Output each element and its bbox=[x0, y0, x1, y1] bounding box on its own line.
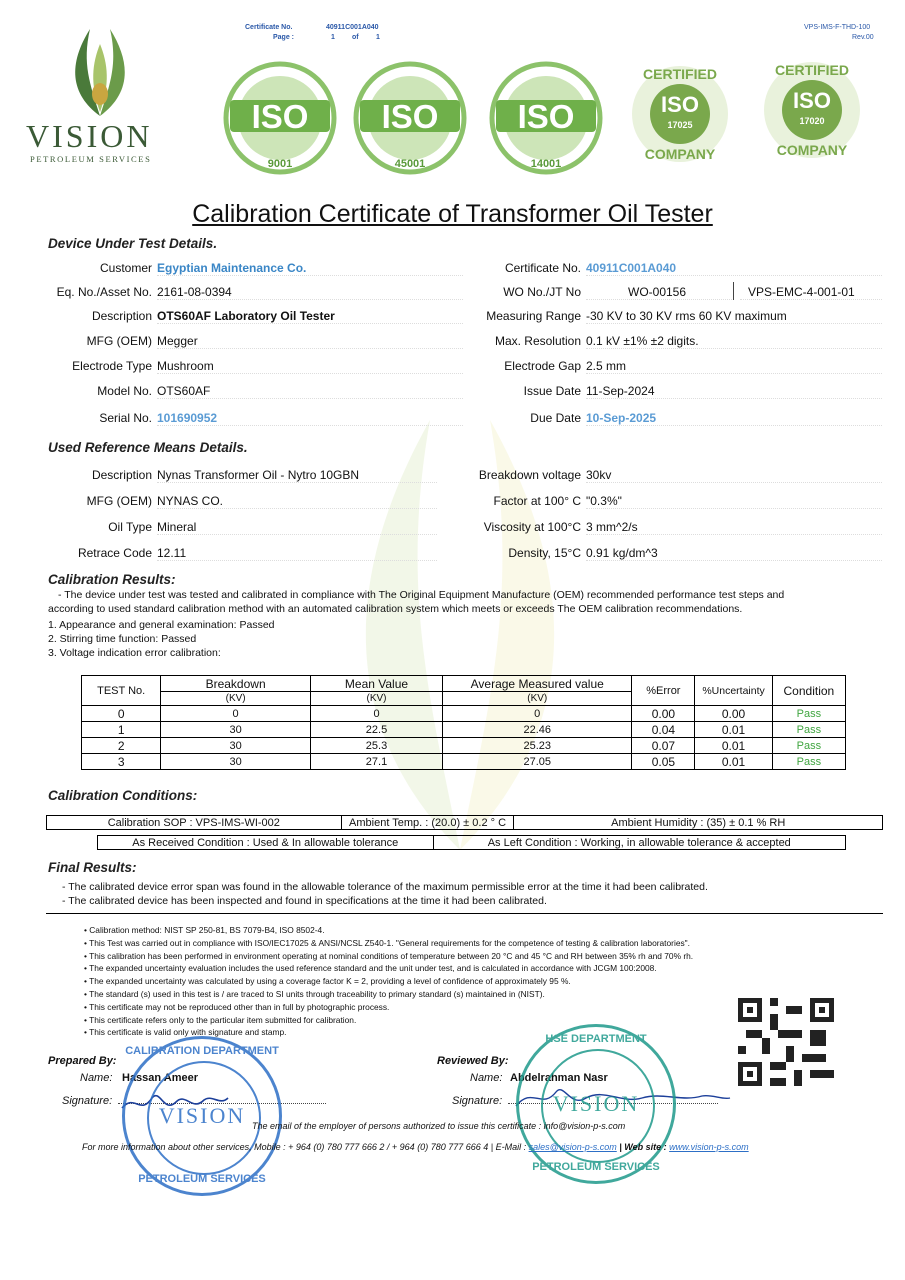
logo-name: VISION bbox=[26, 118, 153, 154]
wo-divider bbox=[733, 282, 734, 300]
page-title bbox=[0, 200, 905, 229]
cell-error: 0.04 bbox=[632, 722, 695, 738]
electrode-type-value: Mushroom bbox=[157, 359, 463, 374]
model-no-label: Model No. bbox=[97, 384, 152, 398]
conditions-section-heading: Calibration Conditions: bbox=[48, 788, 198, 803]
cell-error: 0.00 bbox=[632, 706, 695, 722]
cell-average: 27.05 bbox=[443, 754, 632, 770]
sop-cell: Calibration SOP : VPS-IMS-WI-002 bbox=[47, 816, 342, 830]
jt-no-value: VPS-EMC-4-001-01 bbox=[740, 285, 882, 300]
prepared-name-label: Name: bbox=[80, 1072, 113, 1084]
final-section-heading: Final Results: bbox=[48, 860, 137, 875]
left-condition-cell: As Left Condition : Working, in allowable tolerance & accepted bbox=[433, 836, 845, 850]
measuring-range-label: Measuring Range bbox=[486, 309, 581, 323]
customer-label: Customer bbox=[99, 261, 152, 275]
cell-uncertainty: 0.01 bbox=[695, 738, 772, 754]
th-breakdown: Breakdown bbox=[161, 676, 311, 692]
footer-web-label: | Web site : bbox=[616, 1142, 670, 1152]
iso-text: ISO bbox=[251, 98, 309, 135]
note-item: • The expanded uncertainty was calculated by using a coverage factor K = 2, providing a level of confidence of approximately 95 %. bbox=[84, 976, 571, 987]
retrace-code-label: Retrace Code bbox=[77, 546, 152, 560]
th-average: Average Measured value bbox=[443, 676, 632, 692]
results-paragraph-2: according to used standard calibration method with an automated calibration system which meets or exceeds The OEM calibration recommendations. bbox=[48, 603, 743, 615]
notes-list bbox=[84, 924, 844, 1039]
max-resolution-label: Max. Resolution bbox=[494, 334, 581, 348]
results-paragraph-1: - The device under test was tested and calibrated in compliance with The Original Equipment Manufacture (OEM) recommended performance test steps and bbox=[58, 589, 785, 601]
hse-stamp bbox=[516, 1024, 676, 1184]
note-item: • This Test was carried out in compliance with ISO/IEC17025 & ANSI/NCSL Z540-1. "General requirements for the competence of testing & calibration laboratories". bbox=[84, 937, 690, 948]
prepared-by-label: Prepared By: bbox=[48, 1055, 117, 1067]
viscosity-value: 3 mm^2/s bbox=[586, 520, 882, 535]
description-value: OTS60AF Laboratory Oil Tester bbox=[157, 309, 463, 324]
cell-mean: 0 bbox=[310, 706, 442, 722]
iso-14001-badge bbox=[488, 60, 604, 176]
note-item: • The expanded uncertainty evaluation includes the used reference standard and the unit under test, and is calculated in accordance with JCGM 100:2008. bbox=[84, 963, 657, 974]
cell-test: 2 bbox=[82, 738, 161, 754]
ref-description-value: Nynas Transformer Oil - Nytro 10GBN bbox=[157, 468, 437, 483]
description-label: Description bbox=[91, 309, 152, 323]
device-section-heading: Device Under Test Details. bbox=[48, 236, 218, 251]
reviewed-signature-label: Signature: bbox=[452, 1095, 503, 1107]
cell-uncertainty: 0.01 bbox=[695, 722, 772, 738]
cell-test: 1 bbox=[82, 722, 161, 738]
calibration-stamp bbox=[122, 1036, 282, 1196]
asset-no-value: 2161-08-0394 bbox=[157, 285, 463, 300]
footer-info bbox=[82, 1142, 749, 1152]
cell-uncertainty: 0.01 bbox=[695, 754, 772, 770]
serial-no-label: Serial No. bbox=[99, 411, 152, 425]
cell-breakdown: 30 bbox=[161, 738, 311, 754]
footer-web-link[interactable]: www.vision-p-s.com bbox=[669, 1142, 749, 1152]
cell-test: 3 bbox=[82, 754, 161, 770]
cell-average: 22.46 bbox=[443, 722, 632, 738]
electrode-gap-label: Electrode Gap bbox=[504, 359, 581, 373]
ref-mfg-value: NYNAS CO. bbox=[157, 494, 437, 509]
stamp-middle-text: VISION bbox=[158, 1103, 246, 1128]
certified-top: CERTIFIED bbox=[775, 62, 849, 78]
conditions-table bbox=[46, 815, 883, 830]
stamp-bottom-text: PETROLEUM SERVICES bbox=[138, 1173, 266, 1185]
iso-number: 9001 bbox=[267, 158, 293, 170]
stamp-top-text: HSE DEPARTMENT bbox=[545, 1033, 647, 1045]
certified-bottom: COMPANY bbox=[644, 146, 716, 162]
factor-label: Factor at 100° C bbox=[493, 494, 581, 508]
viscosity-label: Viscosity at 100°C bbox=[483, 520, 581, 534]
cell-condition: Pass bbox=[772, 754, 845, 770]
cell-mean: 25.3 bbox=[310, 738, 442, 754]
form-code: VPS-IMS-F-THD-100 bbox=[804, 24, 871, 31]
results-section-heading: Calibration Results: bbox=[48, 572, 176, 587]
cert-no-header: 40911C001A040 bbox=[326, 24, 379, 31]
breakdown-voltage-value: 30kv bbox=[586, 468, 882, 483]
breakdown-voltage-label: Breakdown voltage bbox=[478, 468, 581, 482]
issue-date-value: 11-Sep-2024 bbox=[586, 384, 882, 399]
iso-45001-badge bbox=[352, 60, 468, 176]
conditions-status-table bbox=[97, 835, 846, 850]
electrode-gap-value: 2.5 mm bbox=[586, 359, 882, 374]
qr-code-icon bbox=[738, 998, 834, 1086]
final-line-2: - The calibrated device has been inspected and found in specifications at the time it had been calibrated. bbox=[62, 895, 547, 907]
cell-average: 0 bbox=[443, 706, 632, 722]
measuring-range-value: -30 KV to 30 KV rms 60 KV maximum bbox=[586, 309, 882, 324]
wo-no-value: WO-00156 bbox=[586, 285, 734, 300]
cell-mean: 22.5 bbox=[310, 722, 442, 738]
note-item: • The standard (s) used in this test is / are traced to SI units through traceability to primary standard (s) maintained in (NIST). bbox=[84, 988, 545, 999]
reference-section-heading: Used Reference Means Details. bbox=[48, 440, 248, 455]
cell-breakdown: 30 bbox=[161, 754, 311, 770]
reviewed-name-label: Name: bbox=[470, 1072, 503, 1084]
footer-info-text: For more information about other services, Mobile : + 964 (0) 780 777 666 2 / + 964 (0) 780 777 666 4 | E-Mail : bbox=[82, 1142, 529, 1152]
certified-17020-badge bbox=[762, 58, 862, 163]
note-item: • Calibration method: NIST SP 250-81, BS 7079-B4, ISO 8502-4. bbox=[84, 925, 325, 935]
table-row bbox=[82, 706, 846, 722]
wo-no-label: WO No./JT No bbox=[503, 285, 581, 299]
certificate-no-label: Certificate No. bbox=[504, 261, 581, 275]
iso-text: ISO bbox=[517, 98, 575, 135]
results-table bbox=[81, 675, 846, 770]
certified-iso: ISO bbox=[793, 88, 831, 113]
certified-top: CERTIFIED bbox=[643, 66, 717, 82]
footer-email-note: The email of the employer of persons authorized to issue this certificate : info@vision-p-s.com bbox=[252, 1121, 626, 1131]
certified-num: 17025 bbox=[667, 120, 693, 130]
page-title-text: Calibration Certificate of Transformer Oil Tester bbox=[192, 200, 713, 228]
ref-mfg-label: MFG (OEM) bbox=[86, 494, 152, 508]
cert-no-label: Certificate No. bbox=[245, 24, 293, 31]
cell-uncertainty: 0.00 bbox=[695, 706, 772, 722]
page-of: of bbox=[352, 34, 359, 41]
note-item: • This calibration has been performed in environment operating at nominal conditions of temperature between 20 °C and 45 °C and RH between 35% rh and 70% rh. bbox=[84, 950, 694, 961]
cell-test: 0 bbox=[82, 706, 161, 722]
prepared-signature-label: Signature: bbox=[62, 1095, 113, 1107]
cell-average: 25.23 bbox=[443, 738, 632, 754]
table-row bbox=[82, 722, 846, 738]
stamp-top-text: CALIBRATION DEPARTMENT bbox=[125, 1045, 279, 1057]
oil-type-label: Oil Type bbox=[108, 520, 152, 534]
th-mean: Mean Value bbox=[310, 676, 442, 692]
certified-iso: ISO bbox=[661, 92, 699, 117]
page-label: Page : bbox=[273, 34, 295, 41]
mfg-value: Megger bbox=[157, 334, 463, 349]
header bbox=[0, 0, 905, 190]
humidity-cell: Ambient Humidity : (35) ± 0.1 % RH bbox=[514, 816, 883, 830]
page-total: 1 bbox=[376, 34, 380, 41]
th-test-no: TEST No. bbox=[82, 676, 161, 706]
note-item: • This certificate is valid only with signature and stamp. bbox=[84, 1027, 287, 1038]
th-condition: Condition bbox=[772, 676, 845, 706]
due-date-value: 10-Sep-2025 bbox=[586, 411, 882, 426]
revision: Rev.00 bbox=[852, 34, 874, 41]
cell-breakdown: 0 bbox=[161, 706, 311, 722]
divider-line bbox=[46, 913, 883, 914]
iso-number: 14001 bbox=[530, 158, 562, 170]
density-value: 0.91 kg/dm^3 bbox=[586, 546, 882, 561]
density-label: Density, 15°C bbox=[508, 546, 581, 560]
table-row bbox=[82, 738, 846, 754]
issue-date-label: Issue Date bbox=[523, 384, 581, 398]
cell-mean: 27.1 bbox=[310, 754, 442, 770]
cell-error: 0.07 bbox=[632, 738, 695, 754]
note-item: • This certificate refers only to the particular item submitted for calibration. bbox=[84, 1014, 357, 1025]
th-uncertainty: %Uncertainty bbox=[695, 676, 772, 706]
stamp-middle-text: VISION bbox=[552, 1091, 640, 1116]
th-breakdown-unit: (KV) bbox=[161, 692, 311, 706]
results-item-1: 1. Appearance and general examination: Passed bbox=[48, 619, 275, 631]
ref-description-label: Description bbox=[91, 468, 152, 482]
results-item-2: 2. Stirring time function: Passed bbox=[48, 633, 197, 645]
certified-bottom: COMPANY bbox=[776, 142, 848, 158]
prepared-name: Hassan Ameer bbox=[122, 1072, 199, 1084]
th-error: %Error bbox=[632, 676, 695, 706]
asset-no-label: Eq. No./Asset No. bbox=[56, 285, 152, 299]
reviewed-by-label: Reviewed By: bbox=[437, 1055, 509, 1067]
cell-condition: Pass bbox=[772, 706, 845, 722]
cell-condition: Pass bbox=[772, 738, 845, 754]
page-num: 1 bbox=[331, 34, 335, 41]
stamp-bottom-text: PETROLEUM SERVICES bbox=[532, 1161, 660, 1173]
certified-17025-badge bbox=[630, 62, 730, 167]
th-mean-unit: (KV) bbox=[310, 692, 442, 706]
table-row bbox=[82, 754, 846, 770]
max-resolution-value: 0.1 kV ±1% ±2 digits. bbox=[586, 334, 882, 349]
serial-no-value: 101690952 bbox=[157, 411, 463, 426]
certificate-no-value: 40911C001A040 bbox=[586, 261, 882, 276]
received-condition-cell: As Received Condition : Used & In allowable tolerance bbox=[98, 836, 434, 850]
footer-email-link[interactable]: sales@vision-p-s.com bbox=[528, 1142, 617, 1152]
vision-logo-leaf-icon bbox=[60, 24, 140, 119]
reviewed-name: Abdelrahman Nasr bbox=[510, 1072, 608, 1084]
retrace-code-value: 12.11 bbox=[157, 546, 437, 561]
oil-type-value: Mineral bbox=[157, 520, 437, 535]
cell-breakdown: 30 bbox=[161, 722, 311, 738]
iso-9001-badge bbox=[222, 60, 338, 176]
model-no-value: OTS60AF bbox=[157, 384, 463, 399]
note-item: • This certificate may not be reproduced other than in full by photographic process. bbox=[84, 1001, 390, 1012]
certified-num: 17020 bbox=[799, 116, 825, 126]
logo-subtitle: PETROLEUM SERVICES bbox=[30, 154, 152, 164]
th-average-unit: (KV) bbox=[443, 692, 632, 706]
customer-value: Egyptian Maintenance Co. bbox=[157, 261, 463, 276]
factor-value: "0.3%" bbox=[586, 494, 882, 509]
mfg-label: MFG (OEM) bbox=[86, 334, 152, 348]
due-date-label: Due Date bbox=[530, 411, 581, 425]
electrode-type-label: Electrode Type bbox=[72, 359, 152, 373]
iso-text: ISO bbox=[381, 98, 439, 135]
results-item-3: 3. Voltage indication error calibration: bbox=[48, 647, 221, 659]
temp-cell: Ambient Temp. : (20.0) ± 0.2 ° C bbox=[341, 816, 514, 830]
final-line-1: - The calibrated device error span was found in the allowable tolerance of the maximum permissible error at the time it had been calibrated. bbox=[62, 881, 708, 893]
cell-condition: Pass bbox=[772, 722, 845, 738]
iso-number: 45001 bbox=[394, 158, 426, 170]
cell-error: 0.05 bbox=[632, 754, 695, 770]
